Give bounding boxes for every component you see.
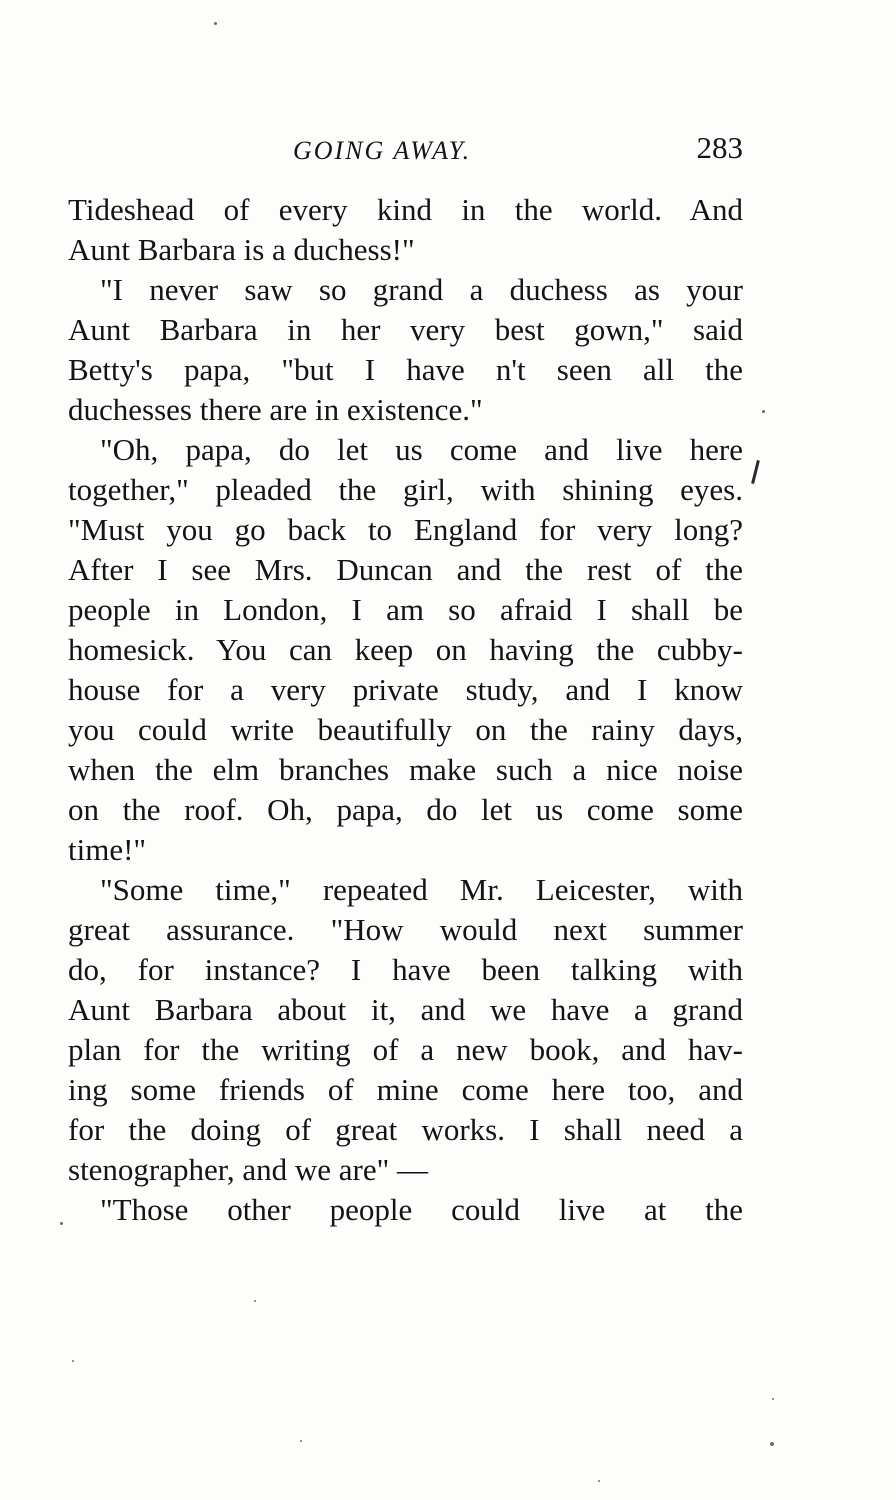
text-line: stenographer, and we are" — [68, 1152, 429, 1187]
paper-speck [214, 22, 217, 25]
paper-speck [762, 410, 765, 413]
text-line: when the elm branches make such a nice noise [68, 752, 743, 787]
text-line: homesick. You can keep on having the cubby- [68, 632, 743, 667]
paper-speck [598, 1480, 600, 1482]
text-line: "Must you go back to England for very long? [68, 512, 743, 547]
text-line: duchesses there are in existence." [68, 392, 483, 427]
paper-speck [770, 1442, 774, 1446]
text-line: people in London, I am so afraid I shall be [68, 592, 743, 627]
text-line: Aunt Barbara in her very best gown," said [68, 312, 743, 347]
text-line: "Oh, papa, do let us come and live here [100, 432, 743, 467]
text-line: on the roof. Oh, papa, do let us come some [68, 792, 743, 827]
text-line: plan for the writing of a new book, and hav- [68, 1032, 743, 1067]
text-line: "Some time," repeated Mr. Leicester, with [100, 872, 743, 907]
paper-speck [72, 1360, 74, 1362]
margin-pencil-mark [751, 460, 760, 484]
text-line: you could write beautifully on the rainy days, [68, 712, 743, 747]
text-line: Betty's papa, "but I have n't seen all the [68, 352, 743, 387]
paper-speck [300, 1440, 302, 1442]
paper-speck [772, 1398, 774, 1400]
text-line: "Those other people could live at the [100, 1192, 743, 1227]
text-line: After I see Mrs. Duncan and the rest of the [68, 552, 743, 587]
page-number: 283 [696, 130, 743, 165]
text-line: for the doing of great works. I shall need a [68, 1112, 743, 1147]
text-line: do, for instance? I have been talking with [68, 952, 743, 987]
paper-speck [254, 1300, 256, 1302]
text-line: together," pleaded the girl, with shining eyes. [68, 472, 743, 507]
text-line: ing some friends of mine come here too, and [68, 1072, 743, 1107]
text-line: time!" [68, 832, 147, 867]
text-line: great assurance. "How would next summer [68, 912, 743, 947]
text-line: house for a very private study, and I know [68, 672, 743, 707]
text-line: Aunt Barbara is a duchess!" [68, 232, 415, 267]
text-line: Aunt Barbara about it, and we have a grand [68, 992, 743, 1027]
text-line: "I never saw so grand a duchess as your [100, 272, 743, 307]
chapter-title: GOING AWAY. [293, 136, 472, 165]
paper-speck [60, 1222, 63, 1225]
running-head [68, 128, 743, 172]
body-text [68, 190, 743, 1230]
text-line: Tideshead of every kind in the world. And [68, 192, 743, 227]
